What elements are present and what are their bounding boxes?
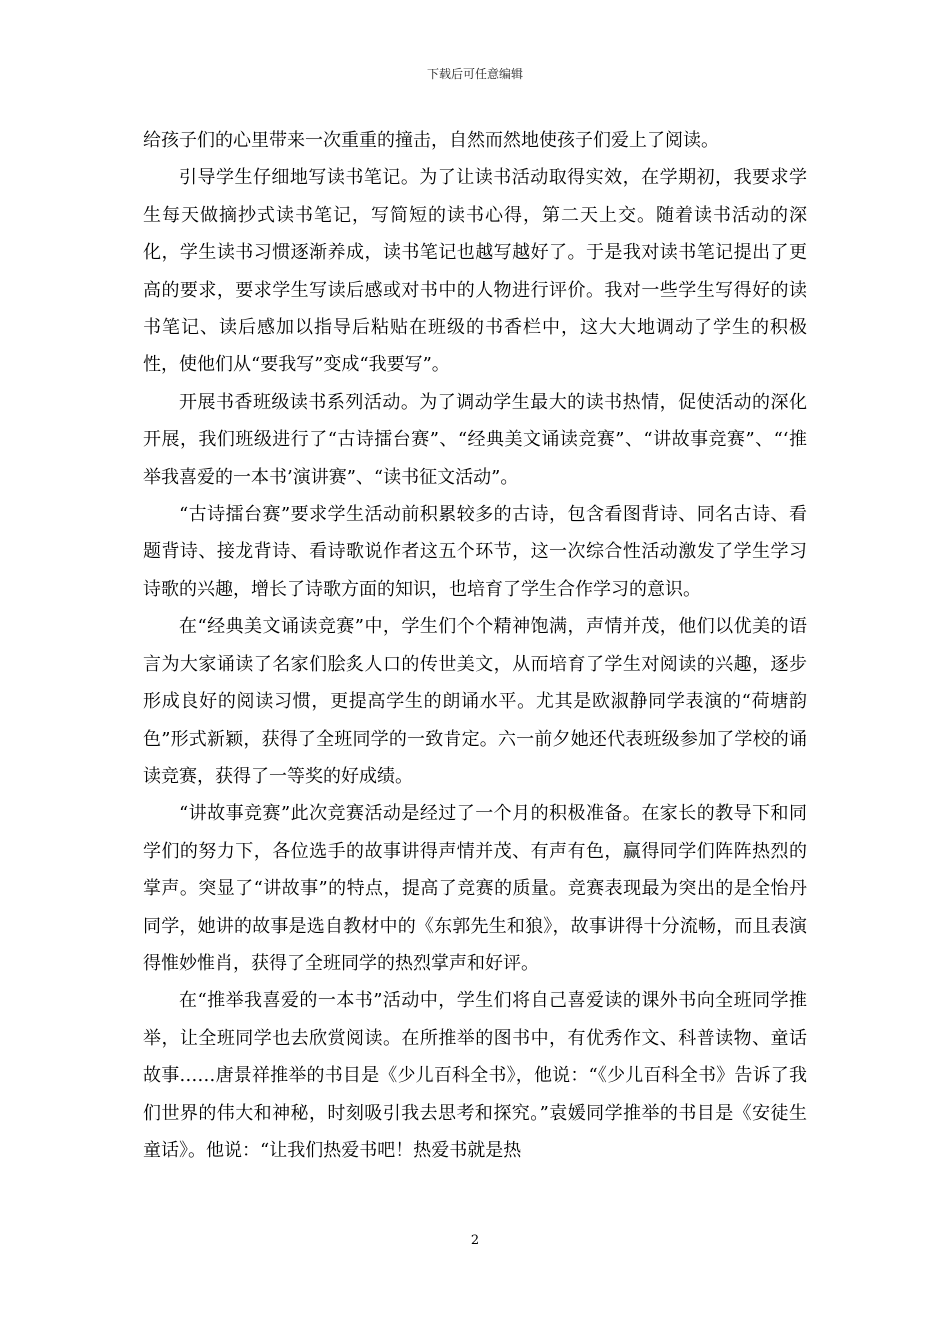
page-header: 下载后可任意编辑 [426,67,523,81]
document-body [143,122,807,1169]
paragraph-6: “讲故事竞赛”此次竞赛活动是经过了一个月的积极准备。在家长的教导下和同学们的努力下，各位选手的故事讲得声情并茂、有声有色，赢得同学们阵阵热烈的掌声。突显了“讲故事”的特点，提高了竞赛的质量。竞赛表现最为突出的是全怡丹同学，她讲的故事是选自教材中的《东郭先生和狼》，故事讲得十分流畅，而且表演得惟妙惟肖，获得了全班同学的热烈掌声和好评。 [143,803,807,974]
paragraph-7: 在“推举我喜爱的一本书”活动中，学生们将自己喜爱读的课外书向全班同学推举，让全班同学也去欣赏阅读。在所推举的图书中，有优秀作文、科普读物、童话故事……唐景祥推举的书目是《少儿百科全书》，他说：“《少儿百科全书》告诉了我们世界的伟大和神秘，时刻吸引我去思考和探究。”袁媛同学推举的书目是《安徒生童话》。他说：“让我们热爱书吧！热爱书就是热 [143,990,807,1161]
page-number: 2 [470,1233,480,1248]
paragraph-5: 在“经典美文诵读竞赛”中，学生们个个精神饱满，声情并茂，他们以优美的语言为大家诵读了名家们脍炙人口的传世美文，从而培育了学生对阅读的兴趣，逐步形成良好的阅读习惯，更提高学生的朗诵水平。尤其是欧淑静同学表演的“荷塘韵色”形式新颖，获得了全班同学的一致肯定。六一前夕她还代表班级参加了学校的诵读竞赛，获得了一等奖的好成绩。 [143,616,807,787]
paragraph-3: 开展书香班级读书系列活动。为了调动学生最大的读书热情，促使活动的深化开展，我们班级进行了“古诗擂台赛”、“经典美文诵读竞赛”、“讲故事竞赛”、“‘推举我喜爱的一本书’演讲赛”、“读书征文活动”。 [143,391,807,488]
paragraph-1: 给孩子们的心里带来一次重重的撞击，自然而然地使孩子们爱上了阅读。 [143,130,719,151]
paragraph-2: 引导学生仔细地写读书笔记。为了让读书活动取得实效，在学期初，我要求学生每天做摘抄式读书笔记，写简短的读书心得，第二天上交。随着读书活动的深化，学生读书习惯逐渐养成，读书笔记也越写越好了。于是我对读书笔记提出了更高的要求，要求学生写读后感或对书中的人物进行评价。我对一些学生写得好的读书笔记、读后感加以指导后粘贴在班级的书香栏中，这大大地调动了学生的积极性，使他们从“要我写”变成“我要写”。 [143,167,807,376]
paragraph-4: “古诗擂台赛”要求学生活动前积累较多的古诗，包含看图背诗、同名古诗、看题背诗、接龙背诗、看诗歌说作者这五个环节，这一次综合性活动激发了学生学习诗歌的兴趣，增长了诗歌方面的知识，也培育了学生合作学习的意识。 [143,504,807,600]
